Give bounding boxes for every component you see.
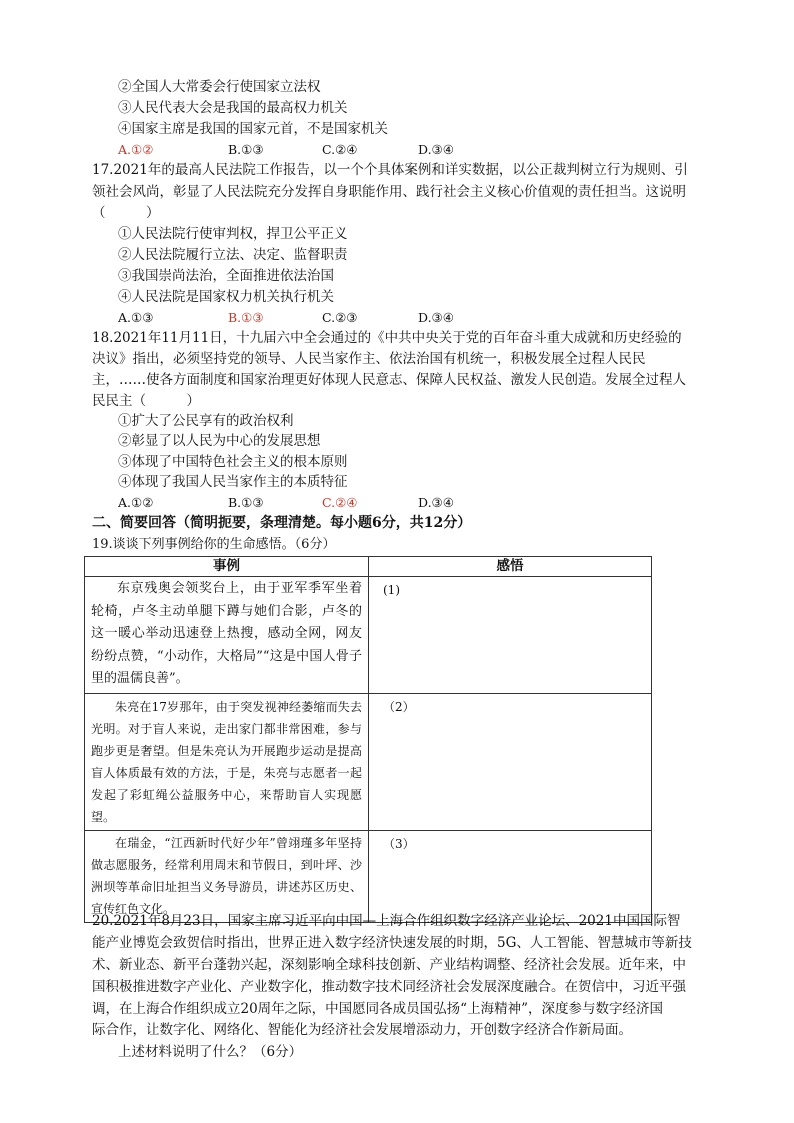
q19-example-cell: [85, 693, 369, 830]
q19-header-example: 事例: [85, 557, 369, 577]
q19-example-cell: [85, 830, 369, 922]
q19-table: [84, 556, 652, 923]
q18-option-d[interactable]: D.③④: [418, 495, 454, 510]
q20-stem-line-2: 能产业博览会致贺信时指出，世界正进入数字经济快速发展的时期，5G、人工智能、智慧城市等新技: [92, 935, 692, 951]
q16-option-d[interactable]: D.③④: [418, 142, 454, 157]
q17-statement-1: ①人民法院行使审判权，捍卫公平正义: [118, 226, 348, 242]
q17-option-c[interactable]: C.②③: [322, 310, 358, 325]
q19-table-header-row: [85, 557, 652, 577]
q20-stem-line-6: 际合作，让数字化、网络化、智能化为经济社会发展增添动力，开创数字经济合作新局面。: [92, 1022, 632, 1038]
q19-answer-3-label: （3）: [383, 836, 415, 851]
q18-stem-line-4: 民民主（ ）: [92, 393, 200, 409]
q19-answer-2-label: （2）: [383, 699, 415, 714]
q17-option-a[interactable]: A.①③: [118, 310, 154, 325]
q18-statement-2: ②彰显了以人民为中心的发展思想: [118, 433, 321, 449]
q19-example-1: 东京残奥会领奖台上，由于亚军季军坐着轮椅，卢冬主动单腿下蹲与她们合影，卢冬的这一暖心举动迅速登上热搜，感动全网，网友纷纷点赞，“小动作，大格局”“这是中国人骨子里的温儒良善”。: [91, 581, 362, 686]
q18-option-b[interactable]: B.①③: [228, 495, 264, 510]
section-2-title: 二、简要回答（简明扼要，条理清楚。每小题6分，共12分）: [92, 515, 472, 531]
table-row: [85, 830, 652, 922]
q20-stem-line-3: 术、新业态、新平台蓬勃兴起，深刻影响全球科技创新、产业结构调整、经济社会发展。近年来，中: [92, 957, 686, 973]
q17-stem-line-1: 17.2021年的最高人民法院工作报告，以一个个具体案例和详实数据，以公正裁判树立行为规则、引: [92, 162, 688, 178]
q18-stem-line-2: 决议》指出，必须坚持党的领导、人民当家作主、依法治国有机统一，积极发展全过程人民民: [92, 351, 646, 367]
q20-stem-line-5: 调，在上海合作组织成立20周年之际，中国愿同各成员国弘扬“上海精神”，深度参与数字经济国: [92, 1001, 663, 1017]
q17-option-b[interactable]: B.①③: [228, 310, 264, 325]
q16-option-b[interactable]: B.①③: [228, 142, 264, 157]
q17-stem-line-3: （ ）: [92, 205, 160, 221]
q18-option-c[interactable]: C.②④: [322, 495, 358, 510]
q16-statement-3: ③人民代表大会是我国的最高权力机关: [118, 100, 348, 116]
q18-stem-line-3: 主，……使各方面制度和国家治理更好体现人民意志、保障人民权益、激发人民创造。发展全过程人: [92, 372, 686, 388]
q19-example-cell: [85, 577, 369, 694]
q19-example-3: 在瑞金，“江西新时代好少年”曾翊瑾多年坚持做志愿服务，经常利用周末和节假日，到叶坪、沙洲坝等革命旧址担当义务导游员，讲述苏区历史、宣传红色文化。: [91, 835, 362, 916]
q17-statement-2: ②人民法院履行立法、决定、监督职责: [118, 247, 348, 263]
q18-options: [118, 494, 538, 512]
q16-options: [118, 141, 538, 159]
q19-stem: 19.谈谈下列事例给你的生命感悟。（6分）: [92, 537, 336, 552]
q19-example-2: 朱亮在17岁那年，由于突发视神经萎缩而失去光明。对于盲人来说，走出家门都非常困难，参与跑步更是奢望。但是朱亮认为开展跑步运动是提高盲人体质最有效的方法，于是，朱亮与志愿者一起发起了彩虹绳公益服务中心，来帮助盲人实现愿望。: [91, 699, 362, 824]
table-row: [85, 693, 652, 830]
q19-answer-1-label: (1): [383, 583, 400, 597]
q17-option-d[interactable]: D.③④: [418, 310, 454, 325]
q16-statement-2: ②全国人大常委会行使国家立法权: [118, 79, 321, 95]
q19-answer-cell[interactable]: [369, 577, 652, 694]
q17-statement-4: ④人民法院是国家权力机关执行机关: [118, 289, 334, 305]
q16-option-a[interactable]: A.①②: [118, 142, 154, 157]
q20-question: 上述材料说明了什么？（6分）: [118, 1044, 303, 1060]
table-row: [85, 577, 652, 694]
q18-statement-1: ①扩大了公民享有的政治权利: [118, 413, 294, 429]
q19-answer-cell[interactable]: [369, 830, 652, 922]
q18-option-a[interactable]: A.①②: [118, 495, 154, 510]
q18-statement-4: ④体现了我国人民当家作主的本质特征: [118, 474, 348, 490]
q20-stem-line-1: 20.2021年8月23日，国家主席习近平向中国—上海合作组织数字经济产业论坛、2021中国国际智: [92, 913, 681, 929]
q19-header-insight: 感悟: [369, 557, 652, 577]
q16-statement-4: ④国家主席是我国的国家元首，不是国家机关: [118, 121, 388, 137]
q17-statement-3: ③我国崇尚法治，全面推进依法治国: [118, 268, 334, 284]
q18-statement-3: ③体现了中国特色社会主义的根本原则: [118, 454, 348, 470]
q16-option-c[interactable]: C.②④: [322, 142, 358, 157]
q17-options: [118, 309, 538, 327]
q17-stem-line-2: 领社会风尚，彰显了人民法院充分发挥自身职能作用、践行社会主义核心价值观的责任担当。这说明: [92, 184, 686, 200]
q20-stem-line-4: 国积极推进数字产业化、产业数字化，推动数字技术同经济社会发展深度融合。在贺信中，习近平强: [92, 979, 686, 995]
q18-stem-line-1: 18.2021年11月11日，十九届六中全会通过的《中共中央关于党的百年奋斗重大成就和历史经验的: [92, 330, 682, 346]
q19-answer-cell[interactable]: [369, 693, 652, 830]
